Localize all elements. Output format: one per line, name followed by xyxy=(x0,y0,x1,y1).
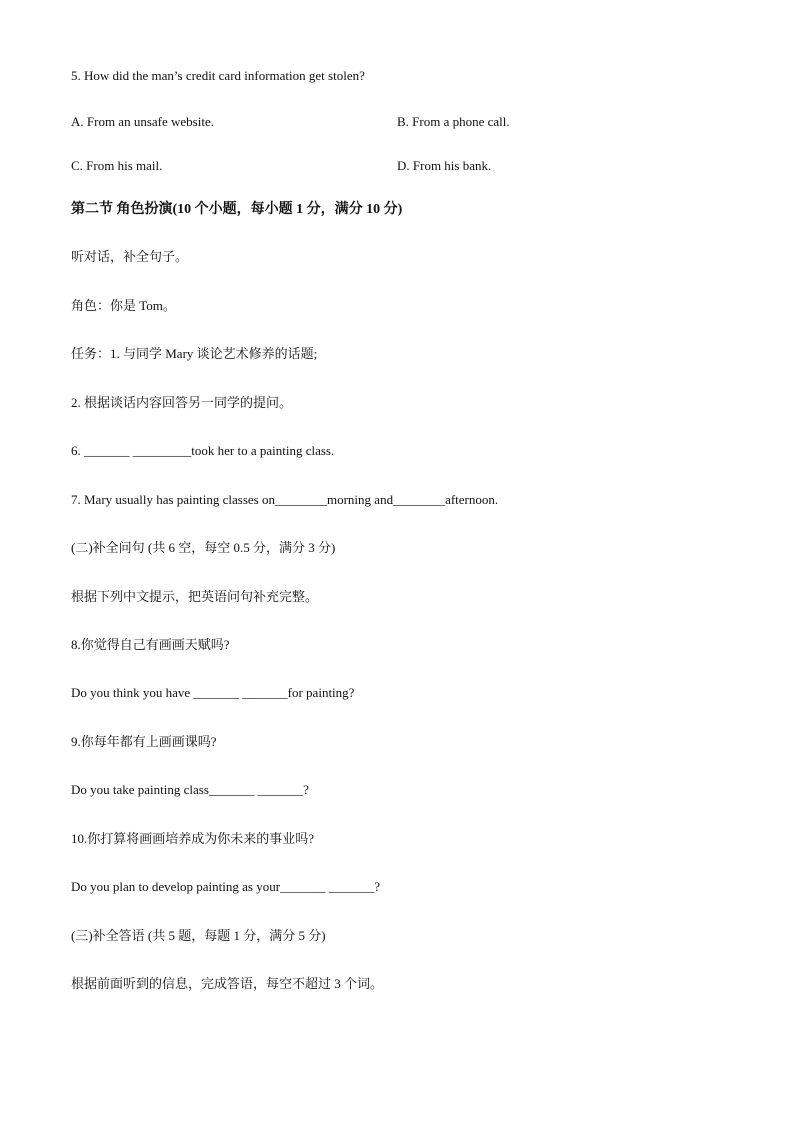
role-line: 角色：你是 Tom。 xyxy=(71,298,176,313)
question-9-english: Do you take painting class_______ _______? xyxy=(71,782,309,797)
option-b: B. From a phone call. xyxy=(397,114,510,129)
option-d: D. From his bank. xyxy=(397,158,492,173)
question-8-chinese: 8.你觉得自己有画画天赋吗? xyxy=(71,637,230,652)
section-2-instruction: 听对话，补全句子。 xyxy=(71,249,189,264)
question-7: 7. Mary usually has painting classes on________morning and________afternoon. xyxy=(71,492,499,507)
part-3-heading: (三)补全答语 (共 5 题，每题 1 分，满分 5 分) xyxy=(71,928,326,943)
question-6: 6. _______ _________took her to a painting class. xyxy=(71,443,335,458)
option-c: C. From his mail. xyxy=(71,158,163,173)
option-a: A. From an unsafe website. xyxy=(71,114,214,129)
question-10-english: Do you plan to develop painting as your_______ _______? xyxy=(71,879,381,894)
task-1: 任务：1. 与同学 Mary 谈论艺术修养的话题; xyxy=(71,346,318,361)
question-9-chinese: 9.你每年都有上画画课吗? xyxy=(71,734,217,749)
part-2-heading: (二)补全问句 (共 6 空，每空 0.5 分，满分 3 分) xyxy=(71,540,336,555)
question-5: 5. How did the man’s credit card information get stolen? xyxy=(71,68,365,83)
question-8-english: Do you think you have _______ _______for painting? xyxy=(71,685,355,700)
section-2-heading: 第二节 角色扮演(10 个小题，每小题 1 分，满分 10 分) xyxy=(71,202,403,217)
task-2: 2. 根据谈话内容回答另一同学的提问。 xyxy=(71,395,293,410)
part-2-instruction: 根据下列中文提示，把英语问句补充完整。 xyxy=(71,589,319,604)
question-10-chinese: 10.你打算将画画培养成为你未来的事业吗? xyxy=(71,831,315,846)
part-3-instruction: 根据前面听到的信息，完成答语，每空不超过 3 个词。 xyxy=(71,976,384,991)
